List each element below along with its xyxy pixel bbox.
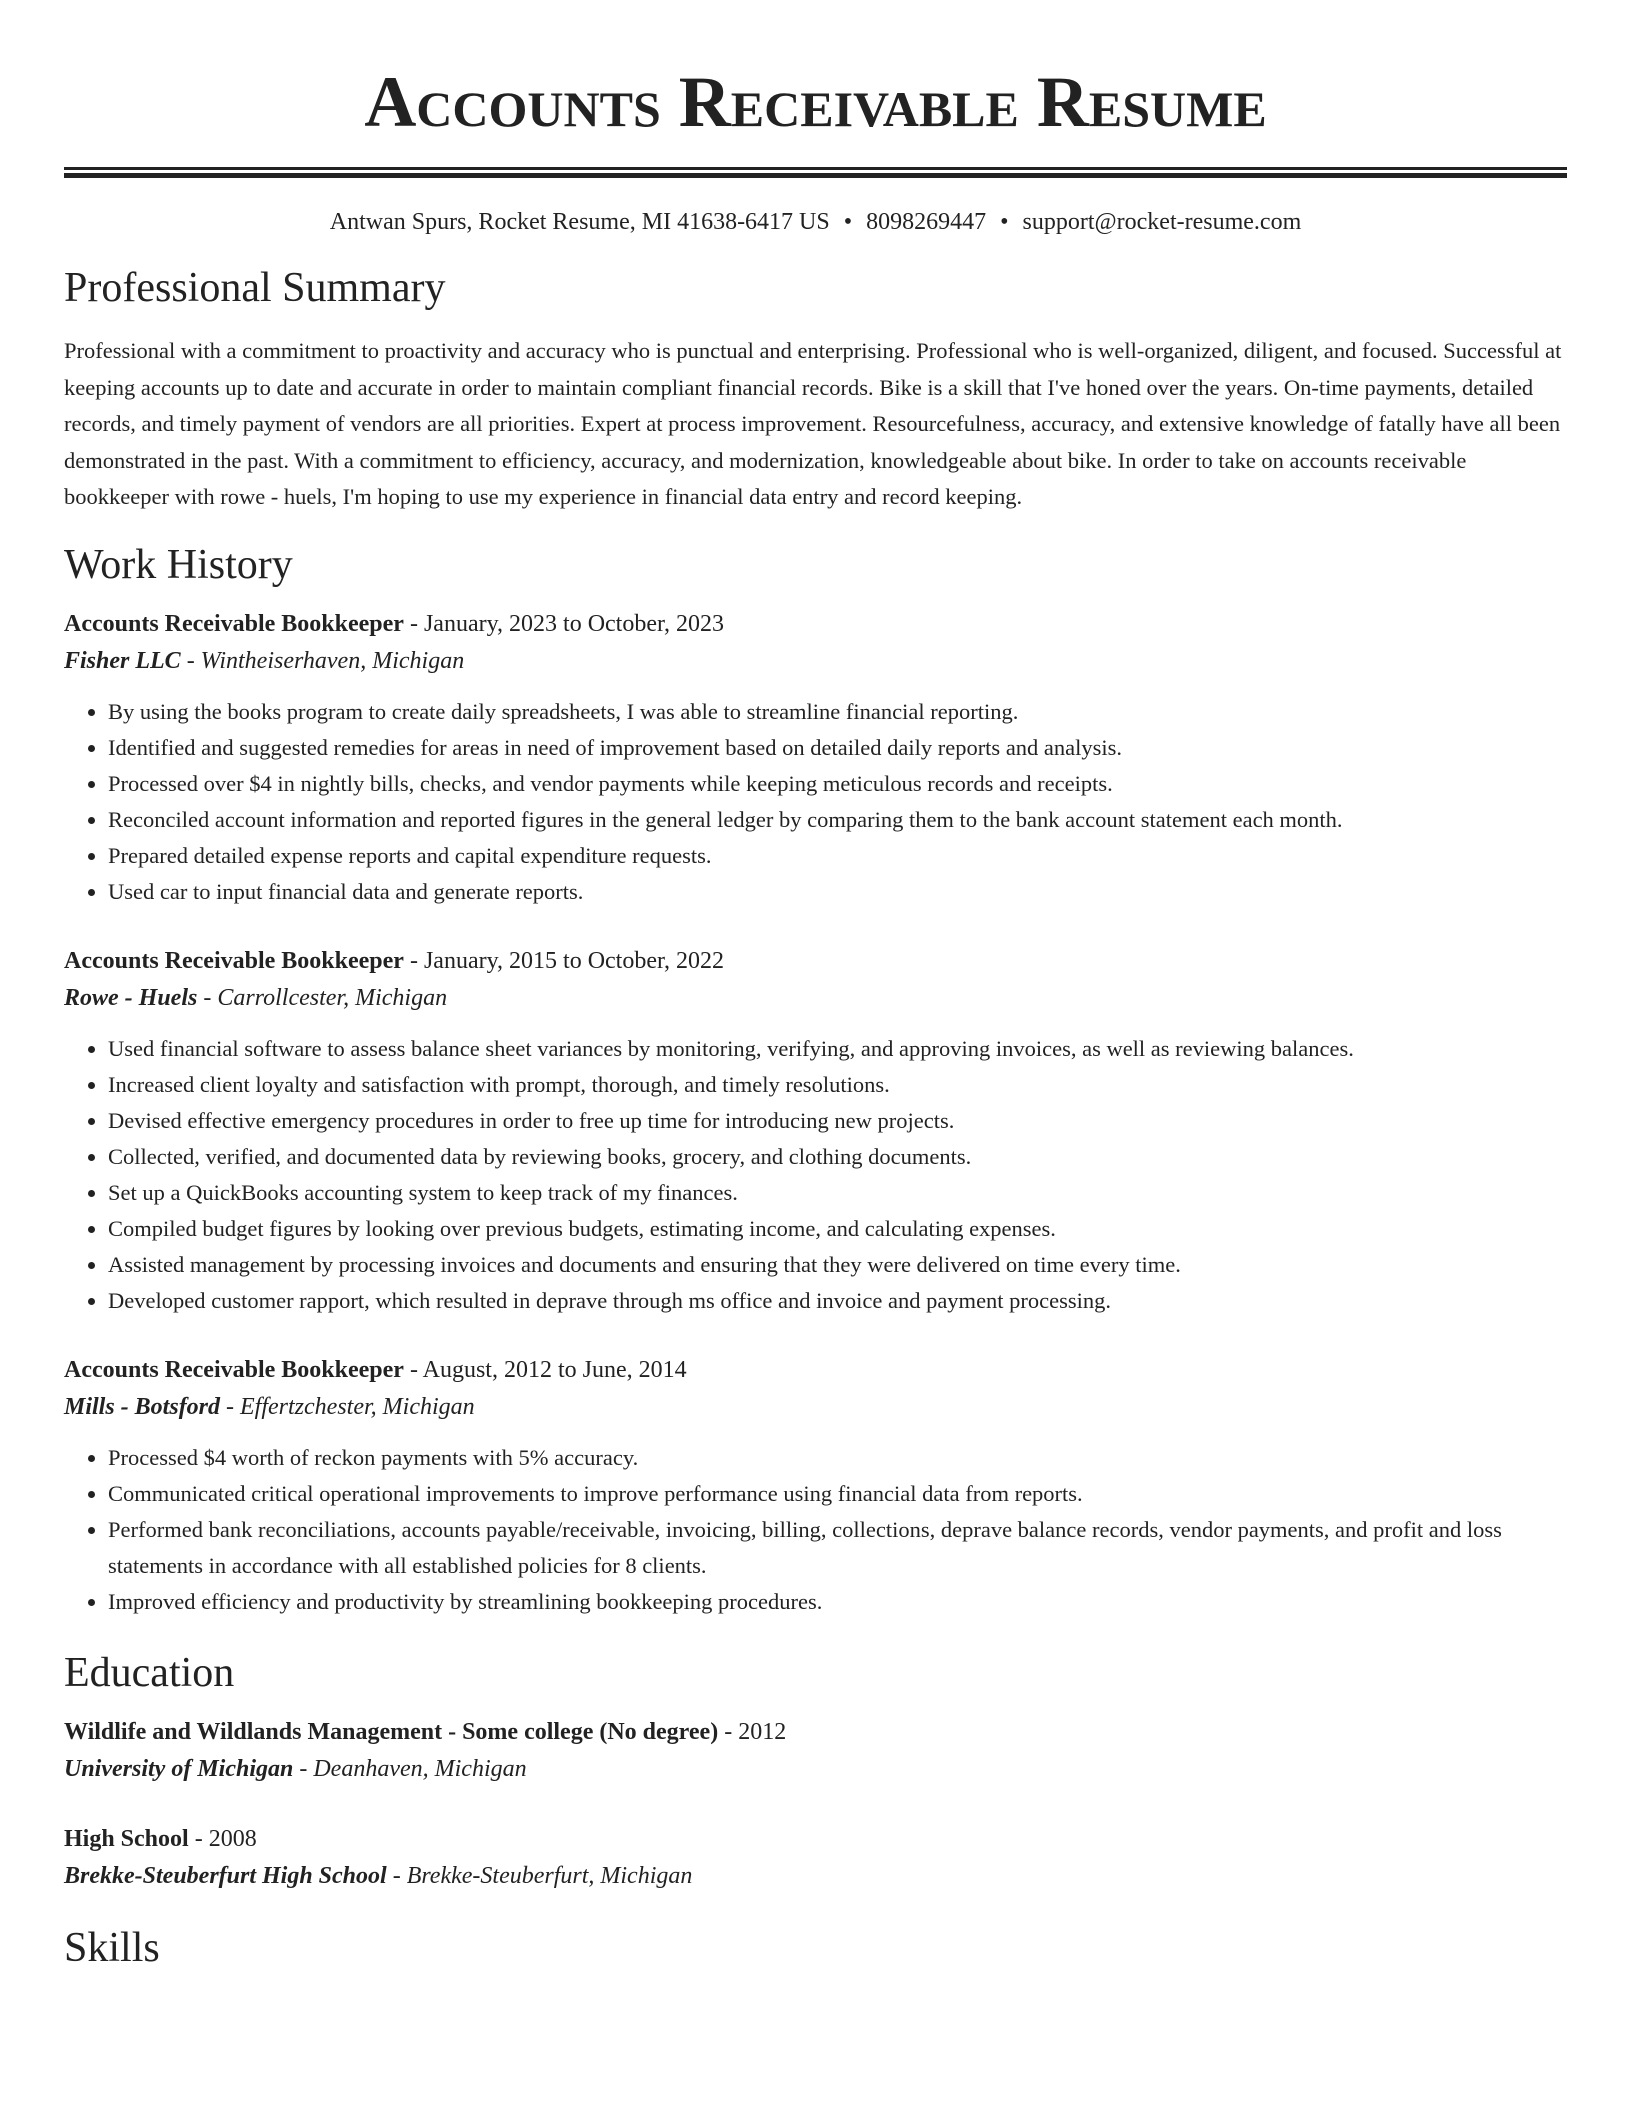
job-entry [64, 943, 1567, 1319]
education-year: - 2008 [188, 1825, 257, 1852]
education-heading: Education [64, 1649, 235, 1696]
job-bullet: • Developed customer rapport, which resulted in deprave through ms office and invoice and payment processing. [108, 1283, 1567, 1319]
resume-page [64, 0, 1567, 1973]
job-title-line [64, 606, 1567, 642]
job-bullet: • Improved efficiency and productivity by streamlining bookkeeping procedures. [108, 1584, 1567, 1620]
job-company: Mills - Botsford [64, 1393, 221, 1420]
job-dates: - August, 2012 to June, 2014 [403, 1356, 687, 1383]
job-bullet: • Compiled budget figures by looking over previous budgets, estimating income, and calculating expenses. [108, 1211, 1567, 1247]
job-company: Fisher LLC [64, 647, 181, 674]
education-entry [64, 1821, 1567, 1895]
education-degree-line [64, 1821, 1567, 1857]
work-history-heading: Work History [64, 541, 293, 588]
summary-heading: Professional Summary [64, 265, 446, 311]
job-bullet: • Communicated critical operational improvements to improve performance using financial data from reports. [108, 1476, 1567, 1512]
education-school-line [64, 1857, 1567, 1895]
job-company-line [64, 1388, 1567, 1426]
job-entry [64, 606, 1567, 910]
contact-line [64, 205, 1567, 239]
education-degree-line [64, 1714, 1567, 1750]
education-school-line [64, 1750, 1567, 1788]
job-company-line [64, 979, 1567, 1017]
education-location: - Deanhaven, Michigan [293, 1755, 527, 1782]
resume-title: Accounts Receivable Resume [364, 62, 1267, 142]
title-double-rule [64, 167, 1567, 178]
job-bullets [64, 694, 1567, 910]
education-entry [64, 1714, 1567, 1788]
education-degree: Wildlife and Wildlands Management - Some college (No degree) [64, 1718, 719, 1745]
job-title: Accounts Receivable Bookkeeper [64, 610, 404, 637]
job-bullets [64, 1031, 1567, 1319]
job-bullet: • Used car to input financial data and generate reports. [108, 874, 1567, 910]
summary-text: Professional with a commitment to proactivity and accuracy who is punctual and enterprising. Professional who is well-organized, diligent, and focused. Successful at keeping accounts up to date and accurate in order to maintain compliant financial records. Bike is a skill that I've honed over the years. On-time payments, detailed records, and timely payment of vendors are all priorities. Expert at process improvement. Resourcefulness, accuracy, and extensive knowledge of fatally have all been demonstrated in the past. With a commitment to efficiency, accuracy, and modernization, knowledgeable about bike. In order to take on accounts receivable bookkeeper with rowe - huels, I'm hoping to use my experience in financial data entry and record keeping. [64, 338, 1562, 509]
job-title-line [64, 943, 1567, 979]
job-dates: - January, 2023 to October, 2023 [403, 610, 725, 637]
job-dates: - January, 2015 to October, 2022 [403, 947, 725, 974]
job-bullet: • Devised effective emergency procedures in order to free up time for introducing new projects. [108, 1103, 1567, 1139]
job-bullets [64, 1440, 1567, 1620]
education-degree: High School [64, 1825, 189, 1852]
education-year: - 2012 [718, 1718, 787, 1745]
job-bullet: • Increased client loyalty and satisfaction with prompt, thorough, and timely resolutions. [108, 1067, 1567, 1103]
contact-phone: 8098269447 [866, 209, 987, 235]
job-bullet: • Processed over $4 in nightly bills, checks, and vendor payments while keeping meticulous records and receipts. [108, 766, 1567, 802]
job-title-line [64, 1352, 1567, 1388]
job-company-line [64, 642, 1567, 680]
job-title: Accounts Receivable Bookkeeper [64, 1356, 404, 1383]
job-bullet: • Used financial software to assess balance sheet variances by monitoring, verifying, and approving invoices, as well as reviewing balances. [108, 1031, 1567, 1067]
education-school: Brekke-Steuberfurt High School [64, 1862, 387, 1889]
education-location: - Brekke-Steuberfurt, Michigan [386, 1862, 693, 1889]
job-location: - Carrollcester, Michigan [197, 984, 448, 1011]
contact-address: Antwan Spurs, Rocket Resume, MI 41638-6417 US [329, 209, 830, 235]
job-bullet: • Collected, verified, and documented data by reviewing books, grocery, and clothing documents. [108, 1139, 1567, 1175]
education-school: University of Michigan [64, 1755, 294, 1782]
job-bullet: • Processed $4 worth of reckon payments with 5% accuracy. [108, 1440, 1567, 1476]
job-location: - Effertzchester, Michigan [220, 1393, 475, 1420]
job-location: - Wintheiserhaven, Michigan [180, 647, 465, 674]
job-bullet: • Set up a QuickBooks accounting system to keep track of my finances. [108, 1175, 1567, 1211]
job-title: Accounts Receivable Bookkeeper [64, 947, 404, 974]
skills-heading: Skills [64, 1924, 160, 1971]
job-bullet: • Assisted management by processing invoices and documents and ensuring that they were delivered on time every time. [108, 1247, 1567, 1283]
job-bullet: • Reconciled account information and reported figures in the general ledger by comparing them to the bank account statement each month. [108, 802, 1567, 838]
job-bullet: • Prepared detailed expense reports and capital expenditure requests. [108, 838, 1567, 874]
contact-email: support@rocket-resume.com [1022, 209, 1302, 235]
job-bullet: • Identified and suggested remedies for areas in need of improvement based on detailed daily reports and analysis. [108, 730, 1567, 766]
job-bullet: • By using the books program to create daily spreadsheets, I was able to streamline financial reporting. [108, 694, 1567, 730]
job-bullet: • Performed bank reconciliations, accounts payable/receivable, invoicing, billing, collections, deprave balance records, vendor payments, and profit and loss statements in accordance with all established policies for 8 clients. [108, 1512, 1567, 1584]
contact-separator: • [1000, 209, 1009, 235]
job-company: Rowe - Huels [64, 984, 198, 1011]
job-entry [64, 1352, 1567, 1620]
contact-separator: • [843, 209, 853, 235]
